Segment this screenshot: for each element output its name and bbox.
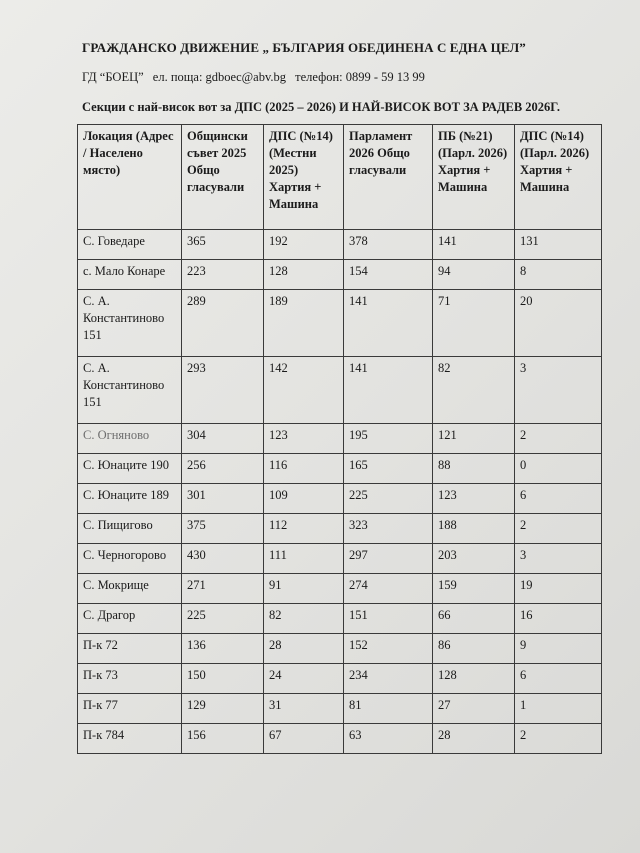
location-cell: с. Мало Конаре — [78, 260, 182, 290]
table-cell: 123 — [264, 424, 344, 454]
table-cell: 293 — [182, 357, 264, 424]
phone-text: телефон: 0899 - 59 13 99 — [295, 70, 425, 84]
table-cell: 2 — [515, 514, 602, 544]
table-row — [78, 290, 602, 357]
table-row — [78, 574, 602, 604]
table-cell: 109 — [264, 484, 344, 514]
table-cell: 304 — [182, 424, 264, 454]
location-cell: П-к 77 — [78, 694, 182, 724]
table-cell: 81 — [344, 694, 433, 724]
results-table — [77, 124, 602, 754]
location-cell: С. А. Константиново 151 — [78, 357, 182, 424]
table-row — [78, 544, 602, 574]
table-cell: 82 — [433, 357, 515, 424]
organization-title: ГРАЖДАНСКО ДВИЖЕНИЕ „ БЪЛГАРИЯ ОБЕДИНЕНА С ЕДНА ЦЕЛ” — [82, 40, 526, 55]
table-cell: 82 — [264, 604, 344, 634]
table-header-row — [78, 125, 602, 230]
table-cell: 159 — [433, 574, 515, 604]
email-text: ел. поща: gdboec@abv.bg — [152, 70, 287, 84]
location-cell: П-к 72 — [78, 634, 182, 664]
table-cell: 289 — [182, 290, 264, 357]
table-cell: 142 — [264, 357, 344, 424]
location-cell: С. Юнаците 190 — [78, 454, 182, 484]
table-cell: 375 — [182, 514, 264, 544]
table-cell: 274 — [344, 574, 433, 604]
table-cell: 66 — [433, 604, 515, 634]
column-header: ДПС (№14) (Парл. 2026) Хартия + Машина — [515, 125, 602, 230]
table-cell: 131 — [515, 230, 602, 260]
table-cell: 3 — [515, 544, 602, 574]
table-cell: 165 — [344, 454, 433, 484]
column-header: ПБ (№21) (Парл. 2026) Хартия + Машина — [433, 125, 515, 230]
table-cell: 16 — [515, 604, 602, 634]
table-cell: 256 — [182, 454, 264, 484]
table-cell: 28 — [264, 634, 344, 664]
table-cell: 301 — [182, 484, 264, 514]
table-cell: 28 — [433, 724, 515, 754]
table-cell: 27 — [433, 694, 515, 724]
table-cell: 151 — [344, 604, 433, 634]
table-cell: 128 — [264, 260, 344, 290]
table-cell: 112 — [264, 514, 344, 544]
table-cell: 141 — [433, 230, 515, 260]
table-cell: 430 — [182, 544, 264, 574]
table-cell: 86 — [433, 634, 515, 664]
location-cell: С. Пищигово — [78, 514, 182, 544]
location-cell: С. А. Константиново 151 — [78, 290, 182, 357]
table-cell: 154 — [344, 260, 433, 290]
location-cell: П-к 73 — [78, 664, 182, 694]
table-cell: 121 — [433, 424, 515, 454]
table-row — [78, 664, 602, 694]
table-cell: 189 — [264, 290, 344, 357]
table-cell: 234 — [344, 664, 433, 694]
table-cell: 67 — [264, 724, 344, 754]
table-row — [78, 634, 602, 664]
location-cell: С. Юнаците 189 — [78, 484, 182, 514]
table-row — [78, 230, 602, 260]
table-cell: 24 — [264, 664, 344, 694]
table-cell: 116 — [264, 454, 344, 484]
location-cell: П-к 784 — [78, 724, 182, 754]
table-cell: 188 — [433, 514, 515, 544]
column-header: Локация (Адрес / Населено място) — [78, 125, 182, 230]
table-cell: 225 — [344, 484, 433, 514]
location-cell: С. Говедаре — [78, 230, 182, 260]
column-header: Общински съвет 2025 Общо гласували — [182, 125, 264, 230]
table-cell: 20 — [515, 290, 602, 357]
table-cell: 152 — [344, 634, 433, 664]
column-header: Парламент 2026 Общо гласували — [344, 125, 433, 230]
table-cell: 365 — [182, 230, 264, 260]
table-cell: 31 — [264, 694, 344, 724]
table-cell: 1 — [515, 694, 602, 724]
table-cell: 9 — [515, 634, 602, 664]
table-cell: 111 — [264, 544, 344, 574]
table-cell: 71 — [433, 290, 515, 357]
table-cell: 141 — [344, 357, 433, 424]
table-row — [78, 694, 602, 724]
table-row — [78, 724, 602, 754]
column-header: ДПС (№14) (Местни 2025) Хартия + Машина — [264, 125, 344, 230]
table-row — [78, 357, 602, 424]
table-cell: 3 — [515, 357, 602, 424]
table-cell: 323 — [344, 514, 433, 544]
table-cell: 94 — [433, 260, 515, 290]
table-row — [78, 424, 602, 454]
table-cell: 141 — [344, 290, 433, 357]
contact-line — [82, 70, 431, 85]
table-cell: 156 — [182, 724, 264, 754]
table-cell: 6 — [515, 664, 602, 694]
table-cell: 8 — [515, 260, 602, 290]
table-cell: 0 — [515, 454, 602, 484]
table-cell: 129 — [182, 694, 264, 724]
table-cell: 128 — [433, 664, 515, 694]
table-cell: 378 — [344, 230, 433, 260]
table-cell: 123 — [433, 484, 515, 514]
table-row — [78, 454, 602, 484]
table-cell: 2 — [515, 424, 602, 454]
table-cell: 136 — [182, 634, 264, 664]
table-cell: 63 — [344, 724, 433, 754]
table-cell: 225 — [182, 604, 264, 634]
table-cell: 150 — [182, 664, 264, 694]
table-cell: 6 — [515, 484, 602, 514]
table-cell: 271 — [182, 574, 264, 604]
location-cell: С. Огняново — [78, 424, 182, 454]
table-cell: 223 — [182, 260, 264, 290]
document-subtitle: Секции с най-висок вот за ДПС (2025 – 2026) И НАЙ-ВИСОК ВОТ ЗА РАДЕВ 2026Г. — [82, 100, 560, 114]
table-cell: 297 — [344, 544, 433, 574]
table-cell: 195 — [344, 424, 433, 454]
table-cell: 203 — [433, 544, 515, 574]
table-cell: 91 — [264, 574, 344, 604]
table-cell: 19 — [515, 574, 602, 604]
location-cell: С. Черногорово — [78, 544, 182, 574]
table-cell: 192 — [264, 230, 344, 260]
table-row — [78, 604, 602, 634]
table-row — [78, 514, 602, 544]
gd-label: ГД “БОЕЦ” — [82, 70, 144, 84]
table-cell: 88 — [433, 454, 515, 484]
location-cell: С. Мокрище — [78, 574, 182, 604]
location-cell: С. Драгор — [78, 604, 182, 634]
table-row — [78, 260, 602, 290]
table-cell: 2 — [515, 724, 602, 754]
table-row — [78, 484, 602, 514]
